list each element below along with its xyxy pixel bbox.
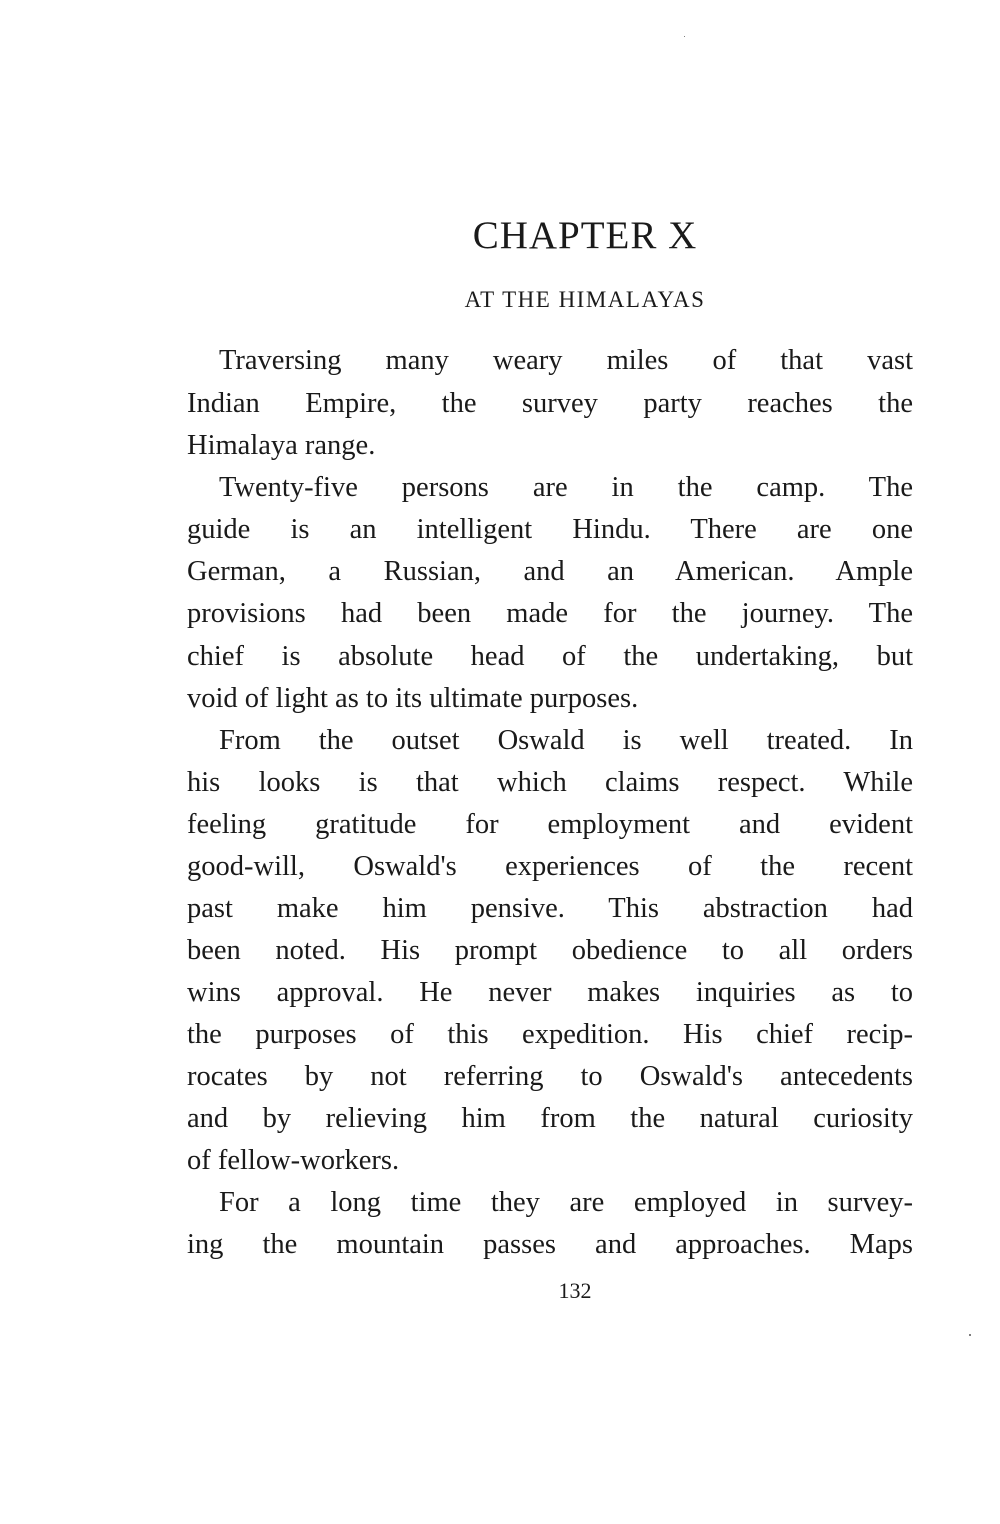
text-line: ing the mountain passes and approaches. Maps: [187, 1229, 913, 1260]
text-line: feeling gratitude for employment and evident: [187, 809, 913, 840]
text-line: wins approval. He never makes inquiries as to: [187, 977, 913, 1008]
text-line: void of light as to its ultimate purposes.: [187, 683, 639, 714]
scan-speck: [684, 36, 685, 37]
text-line: chief is absolute head of the undertaking, but: [187, 641, 913, 672]
page-number: 132: [558, 1278, 592, 1303]
chapter-subtitle: AT THE HIMALAYAS: [464, 287, 706, 312]
scan-speck: [969, 1334, 971, 1336]
text-line: From the outset Oswald is well treated. In: [219, 725, 913, 756]
text-line: and by relieving him from the natural curiosity: [187, 1103, 913, 1134]
text-line: guide is an intelligent Hindu. There are one: [187, 514, 913, 545]
text-line: Traversing many weary miles of that vast: [219, 345, 913, 376]
text-line: of fellow-workers.: [187, 1145, 400, 1176]
text-line: Himalaya range.: [187, 430, 376, 461]
text-line: his looks is that which claims respect. While: [187, 767, 913, 798]
text-line: the purposes of this expedition. His chief recip-: [187, 1019, 913, 1050]
text-line: German, a Russian, and an American. Ample: [187, 556, 913, 587]
text-line: been noted. His prompt obedience to all orders: [187, 935, 913, 966]
text-line: provisions had been made for the journey. The: [187, 598, 913, 629]
text-line: past make him pensive. This abstraction had: [187, 893, 913, 924]
chapter-title: CHAPTER X: [472, 214, 698, 257]
text-line: good-will, Oswald's experiences of the recent: [187, 851, 913, 882]
text-line: Indian Empire, the survey party reaches the: [187, 388, 913, 419]
text-line: For a long time they are employed in survey-: [219, 1187, 913, 1218]
text-line: rocates by not referring to Oswald's antecedents: [187, 1061, 913, 1092]
text-line: Twenty-five persons are in the camp. The: [219, 472, 913, 503]
